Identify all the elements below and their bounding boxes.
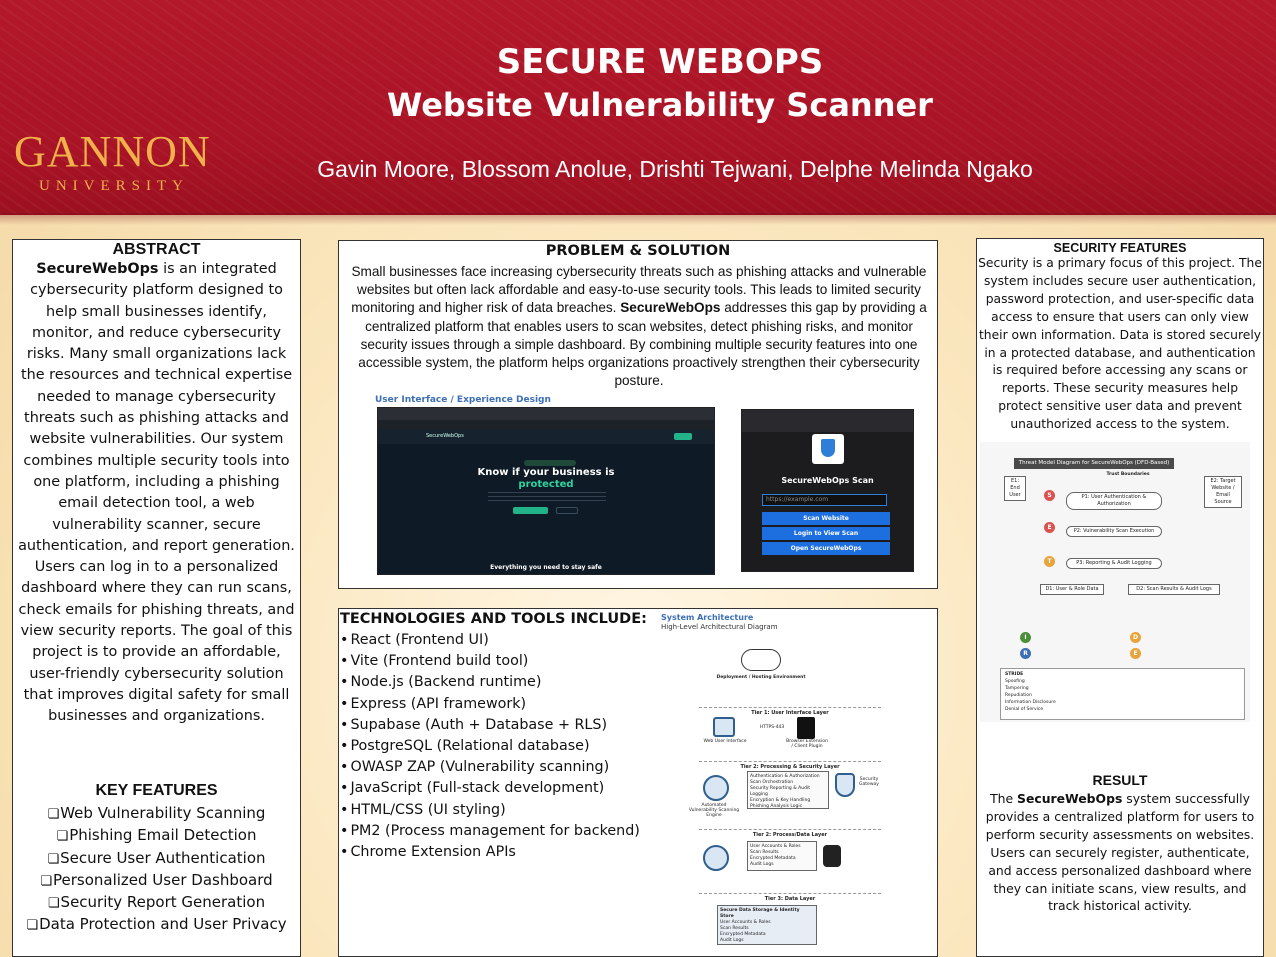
abstract-brand: SecureWebOps [36,261,159,277]
arch-browser-ext: Browser Extension / Client Plugin [786,739,828,749]
site-headline: Know if your business is [477,467,615,478]
scanner-icon [703,775,729,801]
arch-store-title: Secure Data Storage & Identity Store [720,908,800,919]
arch-store-box [717,905,817,945]
key-feature-item: ❏ Personalized User Dashboard [13,870,300,892]
arch-data-box [747,841,817,871]
stride-item: Tampering [1005,686,1029,691]
threat-model-diagram [980,442,1250,722]
stride-item: Denial of Service [1005,707,1044,712]
arch-tier2: Tier 2: Processing & Security Layer [699,761,881,770]
key-feature-item: ❏ Web Vulnerability Scanning [13,803,300,825]
extension-open-button: Open SecureWebOps [762,542,890,555]
ps-text-before: Small businesses face increasing cybersecurity threats such as phishing attacks and vulnerable websites but often lack affordable and easy-to-use security tools. This leads to limited security monitoring and higher risk of data breaches. [351,264,927,316]
tm-target: E2: Target Website / Email Source [1204,476,1242,508]
arch-proc-item: Encryption & Key Handling [750,798,811,803]
arch-processing-box [747,771,829,809]
stride-legend [1000,668,1245,720]
website-screenshot [377,407,715,575]
site-secondary-button [556,507,578,514]
result-text [977,790,1263,915]
elevation-priv-badge: E [1130,648,1141,659]
key-features-title: KEY FEATURES [95,782,218,799]
extension-toolbar [742,410,913,432]
arch-web-ui: Web User Interface [703,739,747,744]
poster-title: SECURE WEBOPS [496,42,824,82]
stride-item: Spoofing [1005,679,1025,684]
security-title: SECURITY FEATURES [1053,241,1187,255]
tech-item: • JavaScript (Full-stack development) [340,778,640,799]
arch-store-item: Encrypted Metadata [720,932,766,937]
tech-item: • Node.js (Backend runtime) [340,672,640,693]
technologies-list [340,630,640,863]
arch-proc-item: Security Reporting & Audit Logging [750,786,810,797]
key-feature-item: ❏ Data Protection and User Privacy [13,914,300,936]
architecture-subtitle: High-Level Architectural Diagram [661,623,778,631]
key-feature-item: ❏ Secure User Authentication [13,848,300,870]
technologies-panel [338,608,938,957]
problem-solution-panel [338,240,938,589]
tech-item: • Chrome Extension APIs [340,842,640,863]
tech-item: • Vite (Frontend build tool) [340,651,640,672]
trust-boundaries-label: Trust Boundaries [1106,472,1150,477]
abstract-panel [12,239,301,957]
arch-data-item: User Accounts & Roles [750,844,801,849]
site-pill [524,460,576,466]
result-text-after: system successfully provides a centralized platform for users to perform security assessments on websites. Users can securely register, authenticate, and access personalized dashboard where they can initiate scans, view results, and track historical activity. [985,791,1255,914]
logo-subtitle: UNIVERSITY [39,178,189,194]
site-brand: SecureWebOps [426,433,464,439]
abstract-body: is an integrated cybersecurity platform designed to help small businesses identify, monitor, and reduce cybersecurity risks. Many small organizations lack the resources and technical expertise needed to manage cybersecurity threats such as phishing attacks and website vulnerabilities. Our system combines multiple security tools into one platform, including a phishing email detection tool, a web vulnerability scanner, secure authentication, and report generation. Users can log in to a personalized dashboard where they can run scans, check emails for phishing threats, and view security reports. The goal of this project is to provide an affordable, user-friendly cybersecurity solution that improves digital safety for small businesses and organizations. [18,261,295,725]
engine-icon [703,845,729,871]
extension-screenshot [741,409,914,572]
arch-store-item: User Accounts & Roles [720,920,771,925]
result-text-before: The [990,791,1018,806]
ui-design-label: User Interface / Experience Design [375,395,551,405]
key-feature-item: ❏ Phishing Email Detection [13,825,300,847]
tech-item: • React (Frontend UI) [340,630,640,651]
problem-solution-text [343,263,935,390]
arch-deploy-label: Deployment / Hosting Environment [716,675,806,680]
database-icon [823,845,841,867]
extension-title: SecureWebOps Scan [781,476,874,485]
tech-item: • OWASP ZAP (Vulnerability scanning) [340,757,640,778]
extension-url-input: https://example.com [762,494,887,506]
tech-item: • PM2 (Process management for backend) [340,821,640,842]
monitor-icon [713,717,735,737]
extension-login-button: Login to View Scan [762,527,890,540]
tech-item: • Express (API framework) [340,694,640,715]
tm-d1: D1: User & Role Data [1040,584,1104,595]
arch-data-item: Scan Results [750,850,779,855]
ps-text-after: addresses this gap by providing a centralized platform that enables users to scan websites, detect phishing risks, and monitor security issues through a simple dashboard. By combining multiple security features into one accessible system, the platform helps organizations proactively strengthen their cybersecurity posture. [358,300,927,389]
arch-store-item: Audit Logs [720,938,744,943]
browser-bookmarks-bar [378,420,714,430]
arch-proc-item: Scan Orchestration [750,780,794,785]
stride-item: Repudiation [1005,693,1032,698]
key-features-list [13,803,300,937]
info-disclosure-badge: I [1020,632,1031,643]
security-text: Security is a primary focus of this project. The system includes secure user authentication, password protection, and user-specific data access to ensure that users can only view their own information. Data is stored securely in a protected database, and authentication is required before accessing any scans or reports. These security measures help protect sensitive user data and prevent unauthorized access to the system. [978,256,1262,432]
ps-brand: SecureWebOps [620,300,721,316]
arch-tier1: Tier 1: User Interface Layer [699,707,881,716]
arch-scan-engine: Automated Vulnerability Scanning Engine [688,803,740,818]
poster-header [0,0,1276,215]
tm-end-user: E1: End User [1004,476,1026,501]
elevation-badge: E [1044,522,1055,533]
problem-solution-title: PROBLEM & SOLUTION [545,243,731,259]
architecture-diagram [661,613,883,953]
tech-item: • PostgreSQL (Relational database) [340,736,640,757]
site-footer-headline: Everything you need to stay safe [490,564,602,571]
architecture-title: System Architecture [661,613,754,622]
key-feature-item: ❏ Security Report Generation [13,892,300,914]
gannon-logo [14,128,214,195]
arch-proc-item: Authentication & Authorization [750,774,820,779]
cloud-icon [741,649,781,671]
site-headline-accent: protected [518,479,574,490]
stride-item: STRIDE [1005,672,1024,677]
arch-data-item: Audit Logs [750,862,774,867]
stride-item: Information Disclosure [1005,700,1056,705]
arch-store-item: Scan Results [720,926,749,931]
gateway-shield-icon [835,773,855,797]
result-brand: SecureWebOps [1017,791,1123,806]
arch-https: HTTPS-443 [759,725,785,730]
arch-data-item: Encrypted Metadata [750,856,796,861]
site-signup-button [674,433,692,440]
site-paragraph [488,492,606,502]
abstract-title: ABSTRACT [112,241,201,258]
browser-tab-bar [378,408,714,420]
abstract-text [13,259,300,728]
tech-item: • HTML/CSS (UI styling) [340,800,640,821]
dos-badge: D [1130,632,1141,643]
threat-model-title: Threat Model Diagram for SecureWebOps (DFD-Based) [1014,458,1174,469]
arch-tier2b: Tier 2: Process/Data Layer [699,829,881,838]
site-nav [378,430,714,444]
tech-item: • Supabase (Auth + Database + RLS) [340,715,640,736]
spoofing-badge: S [1044,490,1055,501]
shield-icon [812,434,844,464]
arch-tier3: Tier 3: Data Layer [699,893,881,902]
arch-proc-item: Phishing Analysis Logic [750,804,803,809]
logo-wordmark: GANNON [14,127,211,176]
extension-scan-button: Scan Website [762,512,890,525]
repudiation-badge: R [1020,648,1031,659]
site-cta-button [513,507,548,514]
technologies-title: TECHNOLOGIES AND TOOLS INCLUDE: [340,611,647,627]
arch-gateway: Security Gateway [859,777,879,787]
tm-p3: P3: Reporting & Audit Logging [1066,558,1162,569]
security-panel [976,238,1264,957]
tm-p2: P2: Vulnerability Scan Execution [1066,526,1162,537]
puzzle-icon [797,717,815,739]
result-title: RESULT [1092,772,1148,788]
authors: Gavin Moore, Blossom Anolue, Drishti Tejwani, Delphe Melinda Ngako [317,156,1033,182]
tm-d2: D2: Scan Results & Audit Logs [1128,584,1220,595]
poster-subtitle: Website Vulnerability Scanner [387,86,933,124]
tm-p1: P1: User Authentication & Authorization [1066,492,1162,510]
tampering-badge: T [1044,556,1055,567]
